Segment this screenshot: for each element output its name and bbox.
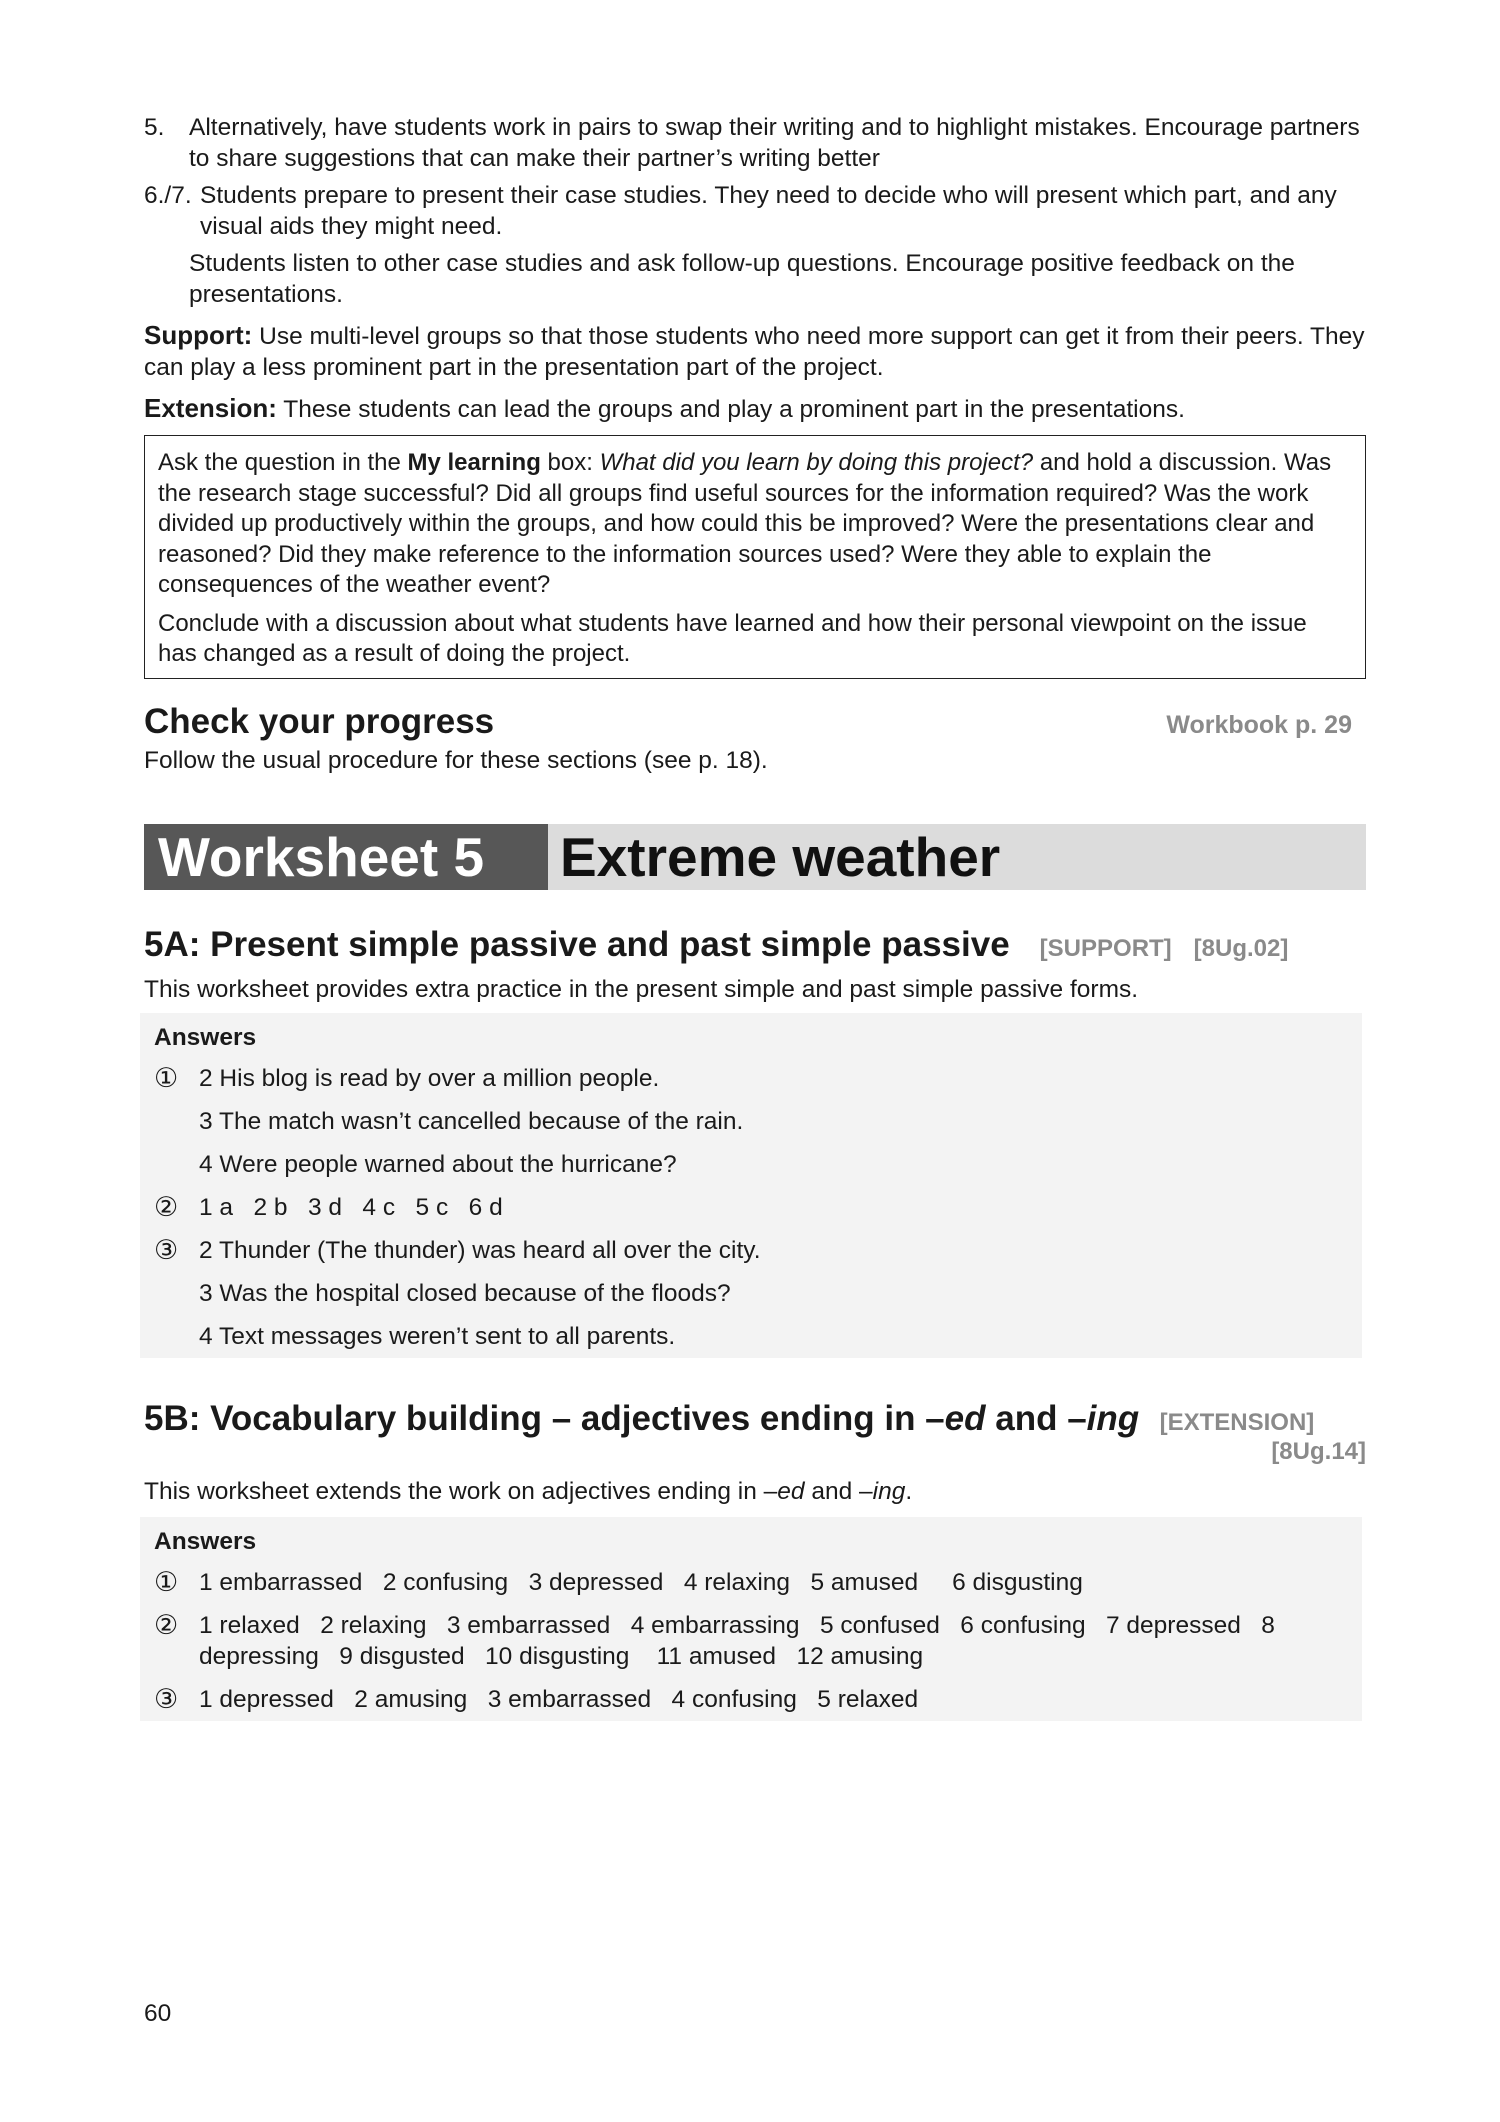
- answer-text: 4 Text messages weren’t sent to all parents.: [199, 1322, 676, 1350]
- worksheet-title: Extreme weather: [548, 824, 1366, 890]
- step-text: Students prepare to present their case studies. They need to decide who will present which part, and any visual aids they might need.: [200, 182, 1337, 240]
- extension-paragraph: [144, 393, 1366, 425]
- step-number: 5.: [144, 114, 165, 141]
- answer-line: [154, 1684, 1348, 1715]
- step-6-7: [144, 180, 1366, 242]
- answer-line: [154, 1063, 1348, 1094]
- worksheet-banner: [144, 824, 1366, 890]
- conclusion-paragraph: Conclude with a discussion about what students have learned and how their personal viewpoint on the issue has changed as a result of doing the project.: [158, 609, 1307, 667]
- ws5b-answers-box: [140, 1517, 1362, 1721]
- workbook-reference: Workbook p. 29: [1166, 710, 1352, 739]
- my-learning-paragraph: Ask the question in the My learning box: What did you learn by doing this project? and hold a discussion. Was the research stage successful? Did all groups find useful sources for the information required? Was the work divided up productively within the groups, and how could this be improved? Were the presentations clear and reasoned? Did they make reference to the information sources used? Were they able to explain the consequences of the weather event?: [158, 449, 1332, 598]
- support-label: Support:: [144, 320, 253, 350]
- ws5a-answers-box: [140, 1013, 1362, 1358]
- ws5a-title: 5A: Present simple passive and past simple passive: [144, 924, 1010, 964]
- step-number: 6./7.: [144, 182, 192, 209]
- answer-text: 2 His blog is read by over a million people.: [199, 1064, 660, 1092]
- check-progress-title: Check your progress: [144, 701, 495, 741]
- answer-line: [154, 1192, 1348, 1223]
- page-number: 60: [144, 2000, 172, 2027]
- answer-marker: ①: [154, 1062, 179, 1093]
- answer-text: 2 Thunder (The thunder) was heard all over the city.: [199, 1236, 761, 1264]
- answer-marker: ②: [154, 1191, 179, 1222]
- answer-marker: [154, 1278, 199, 1309]
- answer-line: [154, 1278, 1348, 1309]
- answer-text: 3 The match wasn’t cancelled because of the rain.: [199, 1107, 744, 1135]
- ws5b-title: 5B: Vocabulary building – adjectives ending in –ed and –ing: [144, 1398, 1140, 1438]
- check-progress-header: [144, 701, 1366, 743]
- answer-line: [154, 1610, 1348, 1672]
- answer-line: [154, 1149, 1348, 1180]
- answer-text: 1 relaxed 2 relaxing 3 embarrassed 4 embarrassing 5 confused 6 confusing 7 depressed 8 depressing 9 disgusted 10 disgusting 11 amused 12 amusing: [199, 1611, 1282, 1670]
- answer-line: [154, 1321, 1348, 1352]
- answer-marker: [154, 1149, 199, 1180]
- check-progress-text: Follow the usual procedure for these sections (see p. 18).: [144, 746, 768, 774]
- extension-text: These students can lead the groups and play a prominent part in the presentations.: [283, 396, 1185, 423]
- answer-text: 1 embarrassed 2 confusing 3 depressed 4 relaxing 5 amused 6 disgusting: [199, 1568, 1083, 1596]
- ws5b-header: [144, 1398, 1366, 1466]
- answer-marker: [154, 1106, 199, 1137]
- ws5a-level-tag: [SUPPORT]: [1039, 934, 1172, 962]
- step-text: Alternatively, have students work in pairs to swap their writing and to highlight mistakes. Encourage partners to share suggestions that can make their partner’s writing better: [189, 114, 1360, 172]
- ws5b-level-tag: [EXTENSION]: [1159, 1408, 1315, 1436]
- extension-label: Extension:: [144, 393, 277, 423]
- support-paragraph: [144, 320, 1366, 383]
- answer-text: 1 a 2 b 3 d 4 c 5 c 6 d: [199, 1193, 503, 1221]
- answer-text: 1 depressed 2 amusing 3 embarrassed 4 confusing 5 relaxed: [199, 1685, 919, 1713]
- support-text: Use multi-level groups so that those students who need more support can get it from their peers. They can play a less prominent part in the presentation part of the project.: [144, 323, 1365, 381]
- answer-line: [154, 1106, 1348, 1137]
- step-7-text: Students listen to other case studies and ask follow-up questions. Encourage positive feedback on the presentations.: [189, 250, 1295, 308]
- page-content: [144, 112, 1366, 1721]
- ws5b-intro: This worksheet extends the work on adjectives ending in –ed and –ing.: [144, 1477, 913, 1505]
- answer-marker: ①: [154, 1566, 179, 1597]
- answer-marker: ②: [154, 1609, 179, 1640]
- answer-text: 4 Were people warned about the hurricane?: [199, 1150, 677, 1178]
- worksheet-label: Worksheet 5: [144, 824, 548, 890]
- step-5: [144, 112, 1366, 174]
- answer-marker: [154, 1321, 199, 1352]
- ws5a-code-tag: [8Ug.02]: [1193, 934, 1289, 962]
- answer-line: [154, 1235, 1348, 1266]
- answer-marker: ③: [154, 1683, 179, 1714]
- ws5b-code-row: [144, 1438, 1366, 1466]
- my-learning-box: [144, 435, 1366, 679]
- my-learning-question: What did you learn by doing this project?: [599, 449, 1034, 476]
- answer-line: [154, 1567, 1348, 1598]
- ws5a-header: [144, 924, 1366, 966]
- my-learning-label: My learning: [407, 449, 541, 476]
- ws5b-code-tag: [8Ug.14]: [1271, 1437, 1366, 1465]
- answer-marker: ③: [154, 1234, 179, 1265]
- ws5b-answers-label: Answers: [154, 1527, 257, 1555]
- ws5a-intro: This worksheet provides extra practice in the present simple and past simple passive forms.: [144, 975, 1139, 1003]
- ws5a-answers-label: Answers: [154, 1023, 257, 1051]
- answer-text: 3 Was the hospital closed because of the floods?: [199, 1279, 731, 1307]
